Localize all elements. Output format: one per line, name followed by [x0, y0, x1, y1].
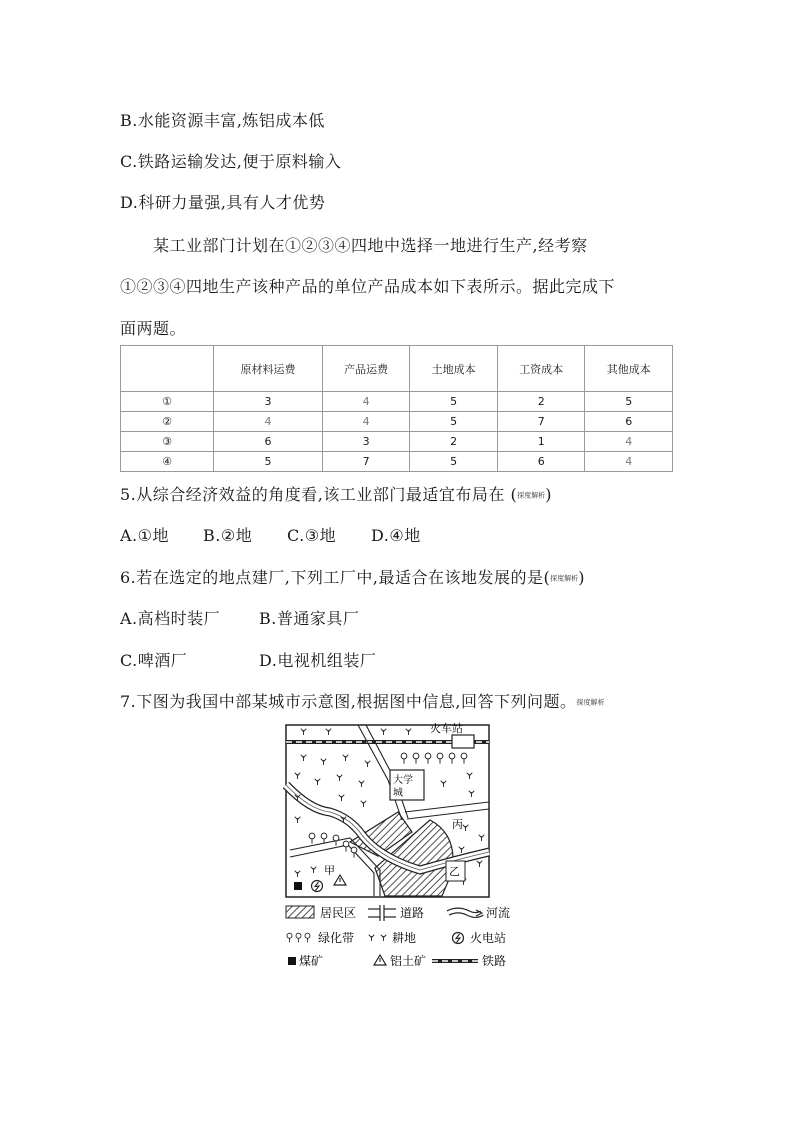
- q5-tag: 探度解析: [517, 491, 546, 500]
- label-bing: 丙: [452, 818, 463, 831]
- label-jia: 甲: [324, 864, 335, 877]
- table-cell: 2: [497, 392, 585, 412]
- legend-residential-icon: [286, 906, 314, 918]
- table-header-cell: 土地成本: [410, 346, 498, 392]
- legend-bauxite-label: 铝土矿: [390, 954, 427, 968]
- table-cell: ③: [121, 432, 214, 452]
- legend-railway-label: 铁路: [482, 954, 507, 968]
- q5-option-a: A.①地: [120, 526, 169, 545]
- table-header-cell: [121, 346, 214, 392]
- train-station-label: 火车站: [430, 722, 463, 735]
- table-cell: 5: [585, 392, 673, 412]
- q5-option-d: D.④地: [371, 526, 421, 545]
- table-cell: ④: [121, 452, 214, 472]
- legend-road-icon: [368, 905, 396, 921]
- q5-options: [120, 523, 421, 546]
- university-label-1: 大学: [393, 775, 413, 786]
- legend-farmland-label: 耕地: [392, 931, 417, 945]
- table-cell: 7: [322, 452, 410, 472]
- table-header-cell: 原材料运费: [214, 346, 323, 392]
- option-b: B.水能资源丰富,炼铝成本低: [120, 111, 325, 130]
- table-cell: 6: [497, 452, 585, 472]
- table-cell: 4: [322, 412, 410, 432]
- legend-river-icon: [448, 910, 482, 916]
- q6-option-d: D.电视机组装厂: [259, 651, 377, 670]
- option-d: D.科研力量强,具有人才优势: [120, 193, 326, 212]
- table-cell: 1: [497, 432, 585, 452]
- legend-coal-icon: [288, 957, 296, 965]
- table-cell: 6: [214, 432, 323, 452]
- table-cell: 4: [322, 392, 410, 412]
- city-map-figure: [280, 720, 520, 975]
- label-yi: 乙: [449, 865, 460, 878]
- table-cell: 3: [214, 392, 323, 412]
- option-c: C.铁路运输发达,便于原料输入: [120, 152, 342, 171]
- q7-stem: [120, 689, 604, 712]
- power-station-icon: [312, 881, 323, 892]
- legend-power-station-label: 火电站: [470, 931, 507, 945]
- table-cell: 5: [410, 452, 498, 472]
- q5-close: ): [545, 485, 552, 504]
- table-cell: 5: [410, 412, 498, 432]
- q6-options-row-1: [120, 606, 359, 629]
- q5-option-c: C.③地: [287, 526, 337, 545]
- q6-stem-text: 6.若在选定的地点建厂,下列工厂中,最适合在该地发展的是(: [120, 568, 551, 587]
- legend-river-label: 河流: [486, 906, 511, 920]
- table-row: [121, 412, 673, 432]
- table-header-cell: 其他成本: [585, 346, 673, 392]
- table-cell: ②: [121, 412, 214, 432]
- table-header-cell: 产品运费: [322, 346, 410, 392]
- q6-option-b: B.普通家具厂: [259, 609, 360, 628]
- legend-road-label: 道路: [400, 906, 425, 920]
- q5-stem-text: 5.从综合经济效益的角度看,该工业部门最适宜布局在 (: [120, 485, 518, 504]
- intro-line-2: ①②③④四地生产该种产品的单位产品成本如下表所示。据此完成下: [120, 277, 616, 296]
- table-row: [121, 452, 673, 472]
- legend-power-station-icon: [453, 933, 464, 944]
- legend-farmland-icon: [369, 935, 387, 941]
- university-label-2: 城: [393, 788, 403, 799]
- table-header-cell: 工资成本: [497, 346, 585, 392]
- table-cell: 3: [322, 432, 410, 452]
- legend-bauxite-icon: [374, 955, 386, 965]
- q5-stem: [120, 482, 552, 505]
- cost-table: [120, 345, 673, 472]
- q7-stem-text: 7.下图为我国中部某城市示意图,根据图中信息,回答下列问题。: [120, 692, 577, 711]
- table-cell: 5: [214, 452, 323, 472]
- table-cell: 7: [497, 412, 585, 432]
- table-cell: 4: [214, 412, 323, 432]
- q6-option-c: C.啤酒厂: [120, 651, 188, 670]
- table-cell: 2: [410, 432, 498, 452]
- legend-coal-label: 煤矿: [299, 954, 324, 968]
- legend-greenbelt-icon: [287, 933, 310, 942]
- table-cell: 6: [585, 412, 673, 432]
- intro-line-1: 某工业部门计划在①②③④四地中选择一地进行生产,经考察: [153, 236, 588, 255]
- q5-option-b: B.②地: [203, 526, 253, 545]
- legend-residential-label: 居民区: [320, 906, 357, 920]
- q6-option-a: A.高档时装厂: [120, 609, 221, 628]
- q7-tag: 探度解析: [576, 698, 605, 707]
- q6-options-row-2: [120, 648, 376, 671]
- table-row: [121, 392, 673, 412]
- table-cell: ①: [121, 392, 214, 412]
- table-row: [121, 432, 673, 452]
- table-cell: 4: [585, 432, 673, 452]
- intro-line-3: 面两题。: [120, 319, 187, 338]
- q6-close: ): [578, 568, 585, 587]
- table-cell: 4: [585, 452, 673, 472]
- coal-mine-icon: [294, 882, 302, 890]
- q6-tag: 探度解析: [550, 574, 579, 583]
- train-station-building: [452, 735, 474, 748]
- table-header-row: [121, 346, 673, 392]
- q6-stem: [120, 565, 585, 588]
- table-cell: 5: [410, 392, 498, 412]
- legend-greenbelt-label: 绿化带: [318, 931, 355, 945]
